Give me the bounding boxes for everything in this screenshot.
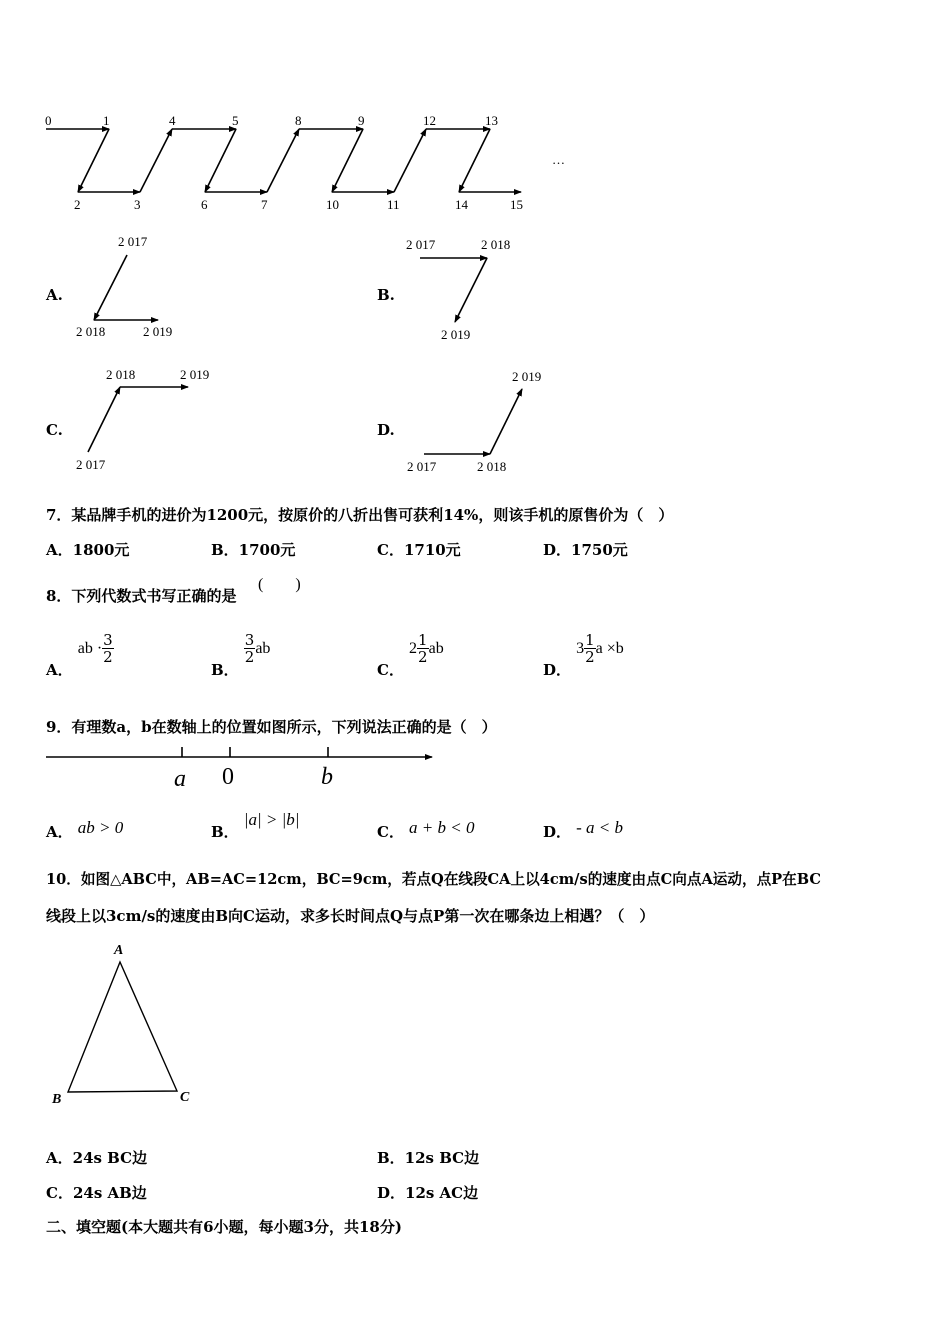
q8-d-before: 3 bbox=[576, 640, 585, 657]
q9-option-a bbox=[46, 818, 123, 842]
pattern-label-13: 13 bbox=[485, 113, 498, 128]
pattern-label-2: 2 bbox=[74, 197, 81, 212]
q8-a-num: 3 bbox=[103, 631, 113, 649]
q6-d-label-bottom-left: 2 017 bbox=[407, 459, 437, 474]
q8-b-letter: B． bbox=[211, 661, 239, 679]
pattern-label-9: 9 bbox=[358, 113, 365, 128]
q9-option-b bbox=[211, 810, 299, 842]
q8-b-num: 3 bbox=[244, 631, 255, 649]
q9-a-letter: A． bbox=[46, 823, 73, 841]
q9-axis-label-b: b bbox=[321, 764, 333, 790]
pattern-label-14: 14 bbox=[455, 197, 468, 212]
pattern-label-3: 3 bbox=[134, 197, 141, 212]
q6-a-label-top: 2 017 bbox=[118, 234, 148, 249]
q8-c-after: ab bbox=[428, 640, 444, 657]
q8-c-den: 2 bbox=[418, 648, 428, 666]
q8-option-a bbox=[46, 632, 114, 680]
q8-a-fraction bbox=[102, 632, 114, 665]
triangle-vertex-b: B bbox=[52, 1092, 62, 1107]
q9-c-letter: C． bbox=[377, 823, 404, 841]
triangle-vertex-a: A bbox=[114, 943, 124, 958]
q9-a-expr: ab > 0 bbox=[77, 818, 124, 837]
q8-d-den: 2 bbox=[585, 648, 595, 666]
q6-option-a-letter: A. bbox=[46, 286, 63, 304]
q9-axis-label-0: 0 bbox=[222, 764, 234, 790]
q6-option-b-letter: B. bbox=[377, 286, 395, 304]
q7-option-b: B．1700元 bbox=[211, 541, 296, 559]
q10-stem-line2: 线段上以3cm/s的速度由B向C运动，求多长时间点Q与点P第一次在哪条边上相遇？（ ） bbox=[46, 907, 655, 925]
q8-b-after: ab bbox=[255, 640, 271, 657]
q8-a-before: ab · bbox=[77, 640, 103, 657]
q6-d-label-bottom-right: 2 018 bbox=[477, 459, 507, 474]
pattern-ellipsis: … bbox=[552, 152, 565, 167]
q10-stem-line1: 10．如图△ABC中，AB=AC=12cm，BC=9cm，若点Q在线段CA上以4cm/s的速度由点C向点A运动，点P在BC bbox=[46, 871, 821, 888]
q8-c-before: 2 bbox=[409, 640, 418, 657]
q6-c-label-top-right: 2 019 bbox=[180, 367, 210, 382]
q9-d-expr: - a < b bbox=[576, 818, 623, 837]
q8-d-fraction bbox=[584, 632, 596, 665]
q8-stem: 8．下列代数式书写正确的是 bbox=[46, 587, 237, 605]
q8-option-b bbox=[211, 632, 270, 680]
q9-stem: 9．有理数a，b在数轴上的位置如图所示，下列说法正确的是（ ） bbox=[46, 718, 497, 736]
pattern-label-7: 7 bbox=[261, 197, 268, 212]
pattern-label-10: 10 bbox=[326, 197, 339, 212]
q6-b-label-left: 2 017 bbox=[406, 237, 436, 252]
q8-b-fraction bbox=[244, 632, 256, 665]
q10-option-a: A．24s BC边 bbox=[46, 1149, 148, 1167]
q9-d-letter: D． bbox=[543, 823, 572, 841]
section-2-heading: 二、填空题(本大题共有6小题，每小题3分，共18分) bbox=[46, 1218, 402, 1236]
q10-option-c: C．24s AB边 bbox=[46, 1184, 147, 1202]
q6-a-label-bottom-left: 2 018 bbox=[76, 324, 106, 339]
q9-b-expr: |a| > |b| bbox=[243, 810, 300, 829]
q6-b-label-bottom: 2 019 bbox=[441, 327, 471, 342]
q9-option-d bbox=[543, 818, 623, 842]
pattern-label-5: 5 bbox=[232, 113, 239, 128]
q6-b-label-right: 2 018 bbox=[481, 237, 511, 252]
q6-c-label-bottom: 2 017 bbox=[76, 457, 106, 472]
q8-a-letter: A． bbox=[46, 661, 73, 679]
q8-c-letter: C． bbox=[377, 661, 404, 679]
q9-c-expr: a + b < 0 bbox=[409, 818, 475, 837]
q8-c-fraction bbox=[417, 632, 429, 665]
q7-option-c: C．1710元 bbox=[377, 541, 461, 559]
pattern-label-12: 12 bbox=[423, 113, 436, 128]
pattern-label-6: 6 bbox=[201, 197, 208, 212]
q10-option-d: D．12s AC边 bbox=[377, 1184, 479, 1202]
q6-option-d-letter: D. bbox=[377, 421, 395, 439]
q8-b-den: 2 bbox=[244, 648, 255, 666]
q8-paren: ( ) bbox=[258, 576, 301, 593]
pattern-label-8: 8 bbox=[295, 113, 302, 128]
q6-option-c-letter: C. bbox=[46, 421, 63, 439]
q9-b-letter: B． bbox=[211, 823, 239, 841]
q8-d-num: 1 bbox=[585, 631, 595, 649]
q9-axis-label-a: a bbox=[174, 766, 186, 792]
q8-c-num: 1 bbox=[418, 631, 428, 649]
q8-option-c bbox=[377, 632, 444, 680]
q6-d-label-top: 2 019 bbox=[512, 369, 542, 384]
q8-d-after: a ×b bbox=[595, 640, 624, 657]
pattern-label-15: 15 bbox=[510, 197, 523, 212]
q7-option-a: A．1800元 bbox=[46, 541, 130, 559]
q7-stem: 7．某品牌手机的进价为1200元，按原价的八折出售可获利14%，则该手机的原售价为（ ） bbox=[46, 506, 674, 524]
q8-a-den: 2 bbox=[103, 648, 113, 666]
q7-option-d: D．1750元 bbox=[543, 541, 628, 559]
pattern-label-1: 1 bbox=[103, 113, 110, 128]
triangle-vertex-c: C bbox=[180, 1090, 190, 1105]
q9-option-c bbox=[377, 818, 475, 842]
q6-a-label-bottom-right: 2 019 bbox=[143, 324, 173, 339]
q8-d-letter: D． bbox=[543, 661, 572, 679]
pattern-label-0: 0 bbox=[45, 113, 52, 128]
q6-c-label-top-left: 2 018 bbox=[106, 367, 136, 382]
q10-option-b: B．12s BC边 bbox=[377, 1149, 480, 1167]
q8-option-d bbox=[543, 632, 624, 680]
pattern-label-11: 11 bbox=[387, 197, 400, 212]
pattern-label-4: 4 bbox=[169, 113, 176, 128]
